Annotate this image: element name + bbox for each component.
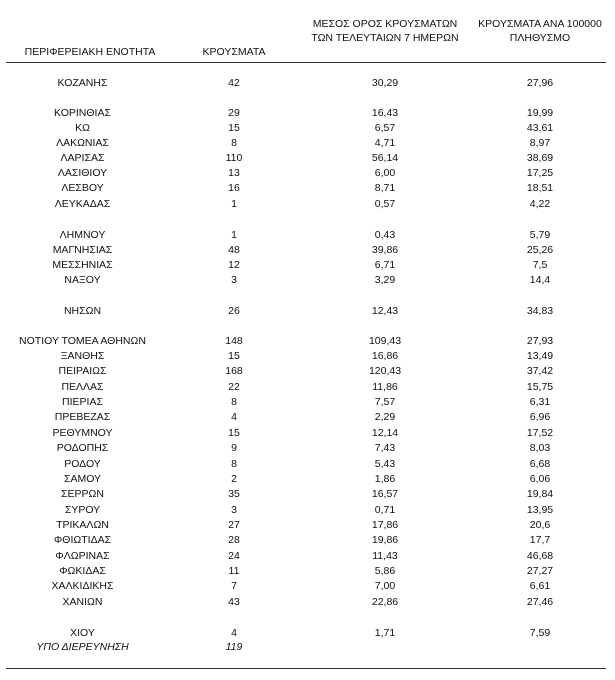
cell-avg: 3,29 [374,274,396,286]
cell-avg: 39,86 [371,244,399,256]
cell-cases: 3 [231,274,237,286]
header-avg-line1: ΜΕΣΟΣ ΟΡΟΣ ΚΡΟΥΣΜΑΤΩΝ [312,18,458,30]
cell-cases: 4 [231,627,237,639]
table-row [0,595,615,610]
table-row [0,457,615,472]
cell-region: ΧΑΝΙΩΝ [62,596,103,608]
cell-region: ΚΟΡΙΝΘΙΑΣ [54,107,111,119]
table-row [0,166,615,181]
cell-cases: 26 [228,305,240,317]
cell-per: 43,61 [526,122,554,134]
cell-region: ΤΡΙΚΑΛΩΝ [56,519,109,531]
cell-avg: 19,86 [371,534,399,546]
cell-per: 19,99 [526,107,554,119]
cell-avg: 1,71 [374,627,396,639]
cell-region: ΛΗΜΝΟΥ [59,229,106,241]
table-row [0,151,615,166]
table-row [0,76,615,91]
cell-cases: 24 [228,550,240,562]
cell-avg: 7,43 [374,442,396,454]
table-row [0,410,615,425]
cell-cases: 3 [231,504,237,516]
cell-region: ΦΩΚΙΔΑΣ [59,565,106,577]
cell-avg: 5,43 [374,458,396,470]
cell-cases: 42 [228,77,240,89]
header-cases: ΚΡΟΥΣΜΑΤΑ [202,46,266,58]
cell-avg: 6,57 [374,122,396,134]
cell-region: ΠΕΛΛΑΣ [61,381,104,393]
cell-cases: 11 [228,565,240,577]
cell-per: 34,83 [526,305,554,317]
cell-per: 46,68 [526,550,554,562]
cell-region: ΚΩ [75,122,90,134]
cell-region: ΛΕΣΒΟΥ [61,182,104,194]
cell-per: 4,22 [529,198,551,210]
header-per [470,17,610,45]
cell-region: ΚΟΖΑΝΗΣ [57,77,108,89]
table-row [0,197,615,212]
cell-region: ΝΑΞΟΥ [64,274,101,286]
table-row [0,228,615,243]
cell-region: ΛΑΚΩΝΙΑΣ [56,137,109,149]
cell-per: 38,69 [526,152,554,164]
cell-cases: 4 [231,411,237,423]
cell-per: 27,93 [526,335,554,347]
cell-cases: 35 [228,488,240,500]
cell-cases: 7 [231,580,237,592]
cell-region: ΠΡΕΒΕΖΑΣ [54,411,111,423]
cell-region: ΣΑΜΟΥ [63,473,102,485]
footer-cases: 119 [225,641,243,653]
cell-per: 8,03 [529,442,551,454]
table-row [0,304,615,319]
cell-region: ΝΟΤΙΟΥ ΤΟΜΕΑ ΑΘΗΝΩΝ [19,335,146,347]
header-per-line2: ΠΛΗΘΥΣΜΟ [509,32,571,44]
cell-avg: 5,86 [374,565,396,577]
table-row [0,579,615,594]
cell-per: 7,5 [532,259,548,271]
cell-per: 5,79 [529,229,551,241]
cell-avg: 0,43 [374,229,396,241]
cell-per: 27,46 [526,596,554,608]
table-row [0,106,615,121]
cell-avg: 120,43 [368,365,402,377]
header-avg-line2: ΤΩΝ ΤΕΛΕΥΤΑΙΩΝ 7 ΗΜΕΡΩΝ [311,32,459,44]
cell-avg: 0,57 [374,198,396,210]
cell-avg: 12,43 [371,305,399,317]
table-row [0,518,615,533]
cell-avg: 17,86 [371,519,399,531]
cell-region: ΛΑΡΙΣΑΣ [60,152,105,164]
cell-avg: 2,29 [374,411,396,423]
cell-cases: 28 [228,534,240,546]
cell-avg: 11,43 [372,550,398,562]
cell-cases: 48 [228,244,240,256]
cell-avg: 16,43 [371,107,399,119]
cell-per: 15,75 [526,381,554,393]
cell-cases: 15 [228,427,240,439]
cell-cases: 9 [231,442,237,454]
cell-avg: 7,57 [374,396,396,408]
table-row [0,273,615,288]
cell-per: 20,6 [529,519,551,531]
cell-per: 18,51 [526,182,554,194]
cell-cases: 1 [231,229,237,241]
cell-avg: 30,29 [371,77,399,89]
table-row [0,441,615,456]
cell-cases: 1 [231,198,237,210]
cell-region: ΠΕΙΡΑΙΩΣ [58,365,107,377]
table-row [0,349,615,364]
footer-row [0,640,615,655]
table-row [0,395,615,410]
cell-region: ΛΑΣΙΘΙΟΥ [57,167,108,179]
table-row [0,426,615,441]
cell-avg: 16,57 [371,488,399,500]
cell-cases: 13 [228,167,240,179]
cell-region: ΡΟΔΟΠΗΣ [56,442,109,454]
header-avg [300,17,470,45]
cell-cases: 29 [228,107,240,119]
cell-per: 13,49 [526,350,554,362]
cell-region: ΞΑΝΘΗΣ [60,350,105,362]
cell-region: ΧΑΛΚΙΔΙΚΗΣ [51,580,114,592]
cell-avg: 8,71 [374,182,396,194]
cell-region: ΦΘΙΩΤΙΔΑΣ [53,534,112,546]
cell-cases: 148 [225,335,243,347]
cell-per: 17,7 [529,534,551,546]
cell-region: ΦΛΩΡΙΝΑΣ [55,550,110,562]
cell-cases: 22 [228,381,240,393]
cell-region: ΝΗΣΩΝ [63,305,102,317]
table-row [0,258,615,273]
cell-per: 8,97 [529,137,551,149]
table-row [0,487,615,502]
cell-per: 17,25 [526,167,554,179]
cell-cases: 8 [231,137,237,149]
cell-per: 6,06 [529,473,551,485]
cell-per: 19,84 [526,488,554,500]
cell-region: ΡΟΔΟΥ [64,458,101,470]
cell-per: 17,52 [526,427,554,439]
cell-cases: 16 [228,182,240,194]
cell-region: ΜΑΓΝΗΣΙΑΣ [52,244,113,256]
cell-per: 25,26 [526,244,554,256]
table-row [0,121,615,136]
table-row [0,472,615,487]
table-row [0,549,615,564]
cell-avg: 56,14 [371,152,399,164]
table-row [0,181,615,196]
cell-cases: 43 [228,596,240,608]
cell-cases: 110 [225,152,243,164]
header-per-line1: ΚΡΟΥΣΜΑΤΑ ΑΝΑ 100000 [478,18,602,30]
cell-cases: 168 [225,365,243,377]
cell-avg: 12,14 [371,427,399,439]
cell-region: ΣΕΡΡΩΝ [61,488,104,500]
cell-region: ΛΕΥΚΑΔΑΣ [54,198,111,210]
cell-cases: 2 [231,473,237,485]
table-row [0,136,615,151]
cell-region: ΡΕΘΥΜΝΟΥ [52,427,113,439]
cell-region: ΧΙΟΥ [70,627,95,639]
footer-region: ΥΠΟ ΔΙΕΡΕΥΝΗΣΗ [36,641,129,653]
table-row [0,626,615,641]
cell-per: 37,42 [526,365,554,377]
cell-avg: 16,86 [371,350,399,362]
cell-region: ΜΕΣΣΗΝΙΑΣ [52,259,113,271]
table-row [0,503,615,518]
cell-per: 27,27 [526,565,554,577]
cell-cases: 27 [228,519,240,531]
cell-avg: 4,71 [374,137,396,149]
table-row [0,243,615,258]
cell-per: 6,96 [529,411,551,423]
header-region: ΠΕΡΙΦΕΡΕΙΑΚΗ ΕΝΟΤΗΤΑ [24,46,156,58]
cell-per: 6,61 [529,580,551,592]
cell-per: 6,31 [529,396,551,408]
cell-avg: 1,86 [374,473,396,485]
table-row [0,334,615,349]
cell-region: ΠΙΕΡΙΑΣ [62,396,103,408]
table-row [0,533,615,548]
cell-cases: 12 [228,259,240,271]
header-rule [6,62,606,63]
cell-region: ΣΥΡΟΥ [64,504,101,516]
cell-per: 7,59 [529,627,551,639]
footer-rule [6,668,606,669]
cell-cases: 15 [228,122,240,134]
cell-avg: 7,00 [374,580,396,592]
cell-per: 27,96 [526,77,554,89]
cell-avg: 6,71 [374,259,396,271]
cell-per: 14,4 [529,274,551,286]
cell-avg: 109,43 [368,335,402,347]
cell-cases: 15 [228,350,240,362]
cell-per: 13,95 [526,504,554,516]
cell-avg: 22,86 [371,596,399,608]
cell-per: 6,68 [529,458,551,470]
table-row [0,364,615,379]
cell-cases: 8 [231,396,237,408]
cell-avg: 0,71 [374,504,396,516]
cell-avg: 11,86 [372,381,398,393]
cell-avg: 6,00 [374,167,396,179]
table-row [0,380,615,395]
table-row [0,564,615,579]
cell-cases: 8 [231,458,237,470]
